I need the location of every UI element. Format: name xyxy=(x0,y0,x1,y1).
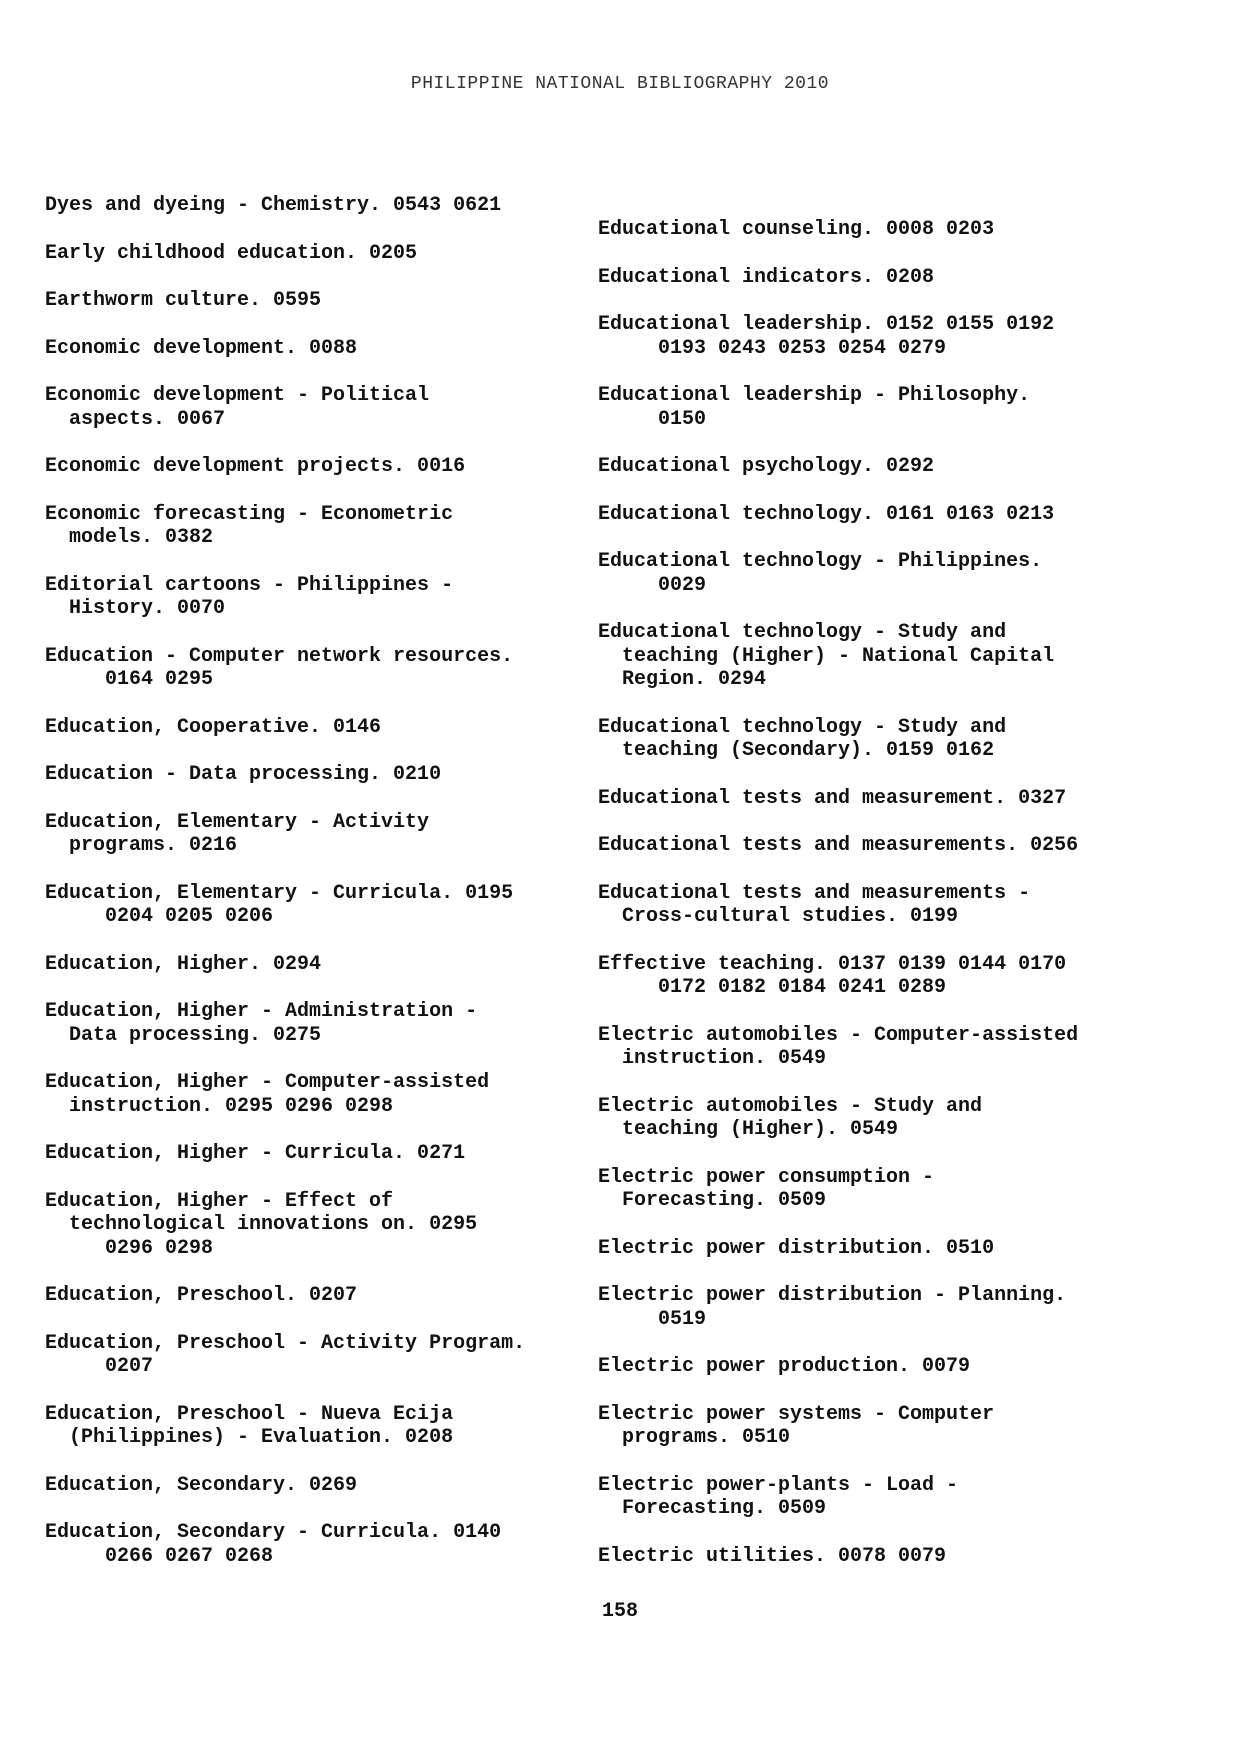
index-entry xyxy=(45,1284,605,1308)
index-entry-line: Electric power consumption - xyxy=(598,1165,935,1189)
index-entry xyxy=(598,455,1158,479)
index-entry-line: technological innovations on. 0295 xyxy=(45,1213,478,1236)
index-entry xyxy=(45,1190,605,1261)
index-entry xyxy=(598,1403,1158,1450)
index-entry xyxy=(45,1000,605,1047)
index-entry-line: Electric utilities. 0078 0079 xyxy=(598,1544,947,1568)
index-entry-line: instruction. 0295 0296 0298 xyxy=(45,1094,394,1118)
index-entry xyxy=(598,1474,1158,1521)
index-entry-line: programs. 0216 xyxy=(45,834,238,857)
index-entry xyxy=(598,787,1158,811)
left-column xyxy=(45,194,605,1592)
index-entry-line: Education, Higher - Effect of xyxy=(45,1189,394,1213)
index-entry xyxy=(598,1024,1158,1071)
index-entry-line: teaching (Higher) - National Capital xyxy=(598,644,1055,668)
index-entry-line: instruction. 0549 xyxy=(598,1047,827,1070)
index-entry-line: 0266 0267 0268 xyxy=(45,1544,274,1568)
index-entry-line: Effective teaching. 0137 0139 0144 0170 xyxy=(598,952,1067,976)
index-entry xyxy=(45,811,605,858)
index-entry-line: 0172 0182 0184 0241 0289 xyxy=(598,976,947,999)
index-entry xyxy=(45,882,605,929)
index-entry-line: Educational psychology. 0292 xyxy=(598,455,935,478)
index-entry-line: Cross-cultural studies. 0199 xyxy=(598,905,959,928)
index-entry-line: Economic forecasting - Econometric xyxy=(45,502,454,526)
index-entry xyxy=(598,1237,1158,1261)
index-entry xyxy=(45,953,605,977)
index-entry-line: Electric power-plants - Load - xyxy=(598,1473,959,1497)
index-entry-line: Dyes and dyeing - Chemistry. 0543 0621 xyxy=(45,194,502,217)
index-entry-line: Data processing. 0275 xyxy=(45,1023,322,1047)
index-entry xyxy=(45,1521,605,1568)
index-entry xyxy=(45,645,605,692)
page-header: PHILIPPINE NATIONAL BIBLIOGRAPHY 2010 xyxy=(410,74,830,94)
index-entry-line: Educational counseling. 0008 0203 xyxy=(598,218,995,241)
index-entry xyxy=(598,1545,1158,1569)
index-entry-line: 0150 xyxy=(598,407,707,431)
index-entry xyxy=(45,289,605,313)
index-entry-line: Education, Elementary - Activity xyxy=(45,810,430,834)
index-entry-line: Educational technology - Study and xyxy=(598,621,1007,644)
index-entry xyxy=(598,1166,1158,1213)
index-entry-line: Educational tests and measurements - xyxy=(598,881,1031,905)
index-entry xyxy=(45,1142,605,1166)
page-number: 158 xyxy=(601,1600,638,1623)
index-entry xyxy=(598,384,1158,431)
index-entry xyxy=(598,1355,1158,1379)
index-entry xyxy=(598,834,1158,858)
index-entry xyxy=(598,716,1158,763)
index-entry-line: Educational leadership - Philosophy. xyxy=(598,384,1031,407)
index-entry-line: programs. 0510 xyxy=(598,1426,791,1449)
index-entry-line: Education, Secondary - Curricula. 0140 xyxy=(45,1521,502,1544)
index-entry-line: Education, Higher - Curricula. 0271 xyxy=(45,1142,466,1165)
index-entry xyxy=(598,266,1158,290)
index-entry xyxy=(45,503,605,550)
index-entry-line: Education - Data processing. 0210 xyxy=(45,763,442,786)
index-entry xyxy=(45,1474,605,1498)
index-entry-line: Educational technology - Philippines. xyxy=(598,550,1043,573)
index-entry xyxy=(598,503,1158,527)
index-entry xyxy=(598,621,1158,692)
index-entry xyxy=(598,1284,1158,1331)
index-entry-line: Electric power systems - Computer xyxy=(598,1402,995,1426)
index-entry-line: Education, Higher - Computer-assisted xyxy=(45,1071,490,1094)
index-entry xyxy=(45,384,605,431)
index-entry-line: Educational technology - Study and xyxy=(598,715,1007,739)
index-entry-line: Early childhood education. 0205 xyxy=(45,241,418,265)
index-entry-line: Educational indicators. 0208 xyxy=(598,265,935,289)
index-entry xyxy=(598,953,1158,1000)
index-entry-line: Education, Higher. 0294 xyxy=(45,952,322,976)
index-entry-line: Education, Higher - Administration - xyxy=(45,1000,478,1023)
index-entry-line: Education, Elementary - Curricula. 0195 xyxy=(45,881,514,905)
index-entry xyxy=(598,1095,1158,1142)
index-entry-line: 0204 0205 0206 xyxy=(45,905,274,928)
index-entry-line: teaching (Secondary). 0159 0162 xyxy=(598,739,995,762)
index-entry-line: Economic development projects. 0016 xyxy=(45,455,466,478)
index-entry xyxy=(45,242,605,266)
index-entry-line: Education, Cooperative. 0146 xyxy=(45,715,382,739)
index-entry-line: Educational tests and measurement. 0327 xyxy=(598,786,1067,810)
index-entry-line: Education, Secondary. 0269 xyxy=(45,1473,358,1497)
index-entry-line: Educational technology. 0161 0163 0213 xyxy=(598,502,1055,526)
index-entry xyxy=(45,337,605,361)
index-entry-line: 0029 xyxy=(598,573,707,597)
index-entry-line: Educational leadership. 0152 0155 0192 xyxy=(598,313,1055,336)
index-entry xyxy=(598,882,1158,929)
index-entry-line: Electric power distribution. 0510 xyxy=(598,1236,995,1260)
right-column xyxy=(598,218,1158,1592)
index-entry-line: Editorial cartoons - Philippines - xyxy=(45,573,454,597)
index-entry xyxy=(45,716,605,740)
index-entry-line: (Philippines) - Evaluation. 0208 xyxy=(45,1426,454,1449)
index-entry xyxy=(45,1071,605,1118)
index-entry xyxy=(45,1403,605,1450)
index-entry-line: models. 0382 xyxy=(45,526,214,549)
index-entry xyxy=(45,455,605,479)
index-entry-line: Electric power distribution - Planning. xyxy=(598,1284,1067,1307)
index-entry-line: Economic development - Political xyxy=(45,384,430,407)
index-entry-line: History. 0070 xyxy=(45,597,226,620)
index-entry-line: 0207 xyxy=(45,1355,154,1378)
index-entry-line: Education, Preschool - Activity Program. xyxy=(45,1331,526,1355)
index-entry-line: Economic development. 0088 xyxy=(45,336,358,360)
index-entry-line: Forecasting. 0509 xyxy=(598,1189,827,1212)
index-entry-line: Educational tests and measurements. 0256 xyxy=(598,834,1079,857)
index-entry-line: Education - Computer network resources. xyxy=(45,644,514,668)
index-entry xyxy=(598,550,1158,597)
index-entry-line: 0296 0298 xyxy=(45,1236,214,1260)
index-entry xyxy=(45,1332,605,1379)
index-entry-line: Electric power production. 0079 xyxy=(598,1355,971,1378)
index-entry-line: 0164 0295 xyxy=(45,668,214,691)
index-entry xyxy=(45,763,605,787)
index-entry-line: Electric automobiles - Study and xyxy=(598,1094,983,1118)
index-entry-line: Education, Preschool. 0207 xyxy=(45,1284,358,1307)
index-entry-line: Electric automobiles - Computer-assisted xyxy=(598,1023,1079,1047)
index-entry-line: 0193 0243 0253 0254 0279 xyxy=(598,336,947,360)
index-entry-line: Region. 0294 xyxy=(598,668,767,691)
index-entry-line: aspects. 0067 xyxy=(45,407,226,431)
index-entry-line: Earthworm culture. 0595 xyxy=(45,289,322,312)
index-entry-line: teaching (Higher). 0549 xyxy=(598,1118,899,1141)
index-entry xyxy=(45,574,605,621)
index-entry xyxy=(598,313,1158,360)
index-entry xyxy=(598,218,1158,242)
index-entry-line: Education, Preschool - Nueva Ecija xyxy=(45,1402,454,1426)
index-entry-line: 0519 xyxy=(598,1307,707,1331)
index-entry-line: Forecasting. 0509 xyxy=(598,1497,827,1520)
index-entry xyxy=(45,194,605,218)
